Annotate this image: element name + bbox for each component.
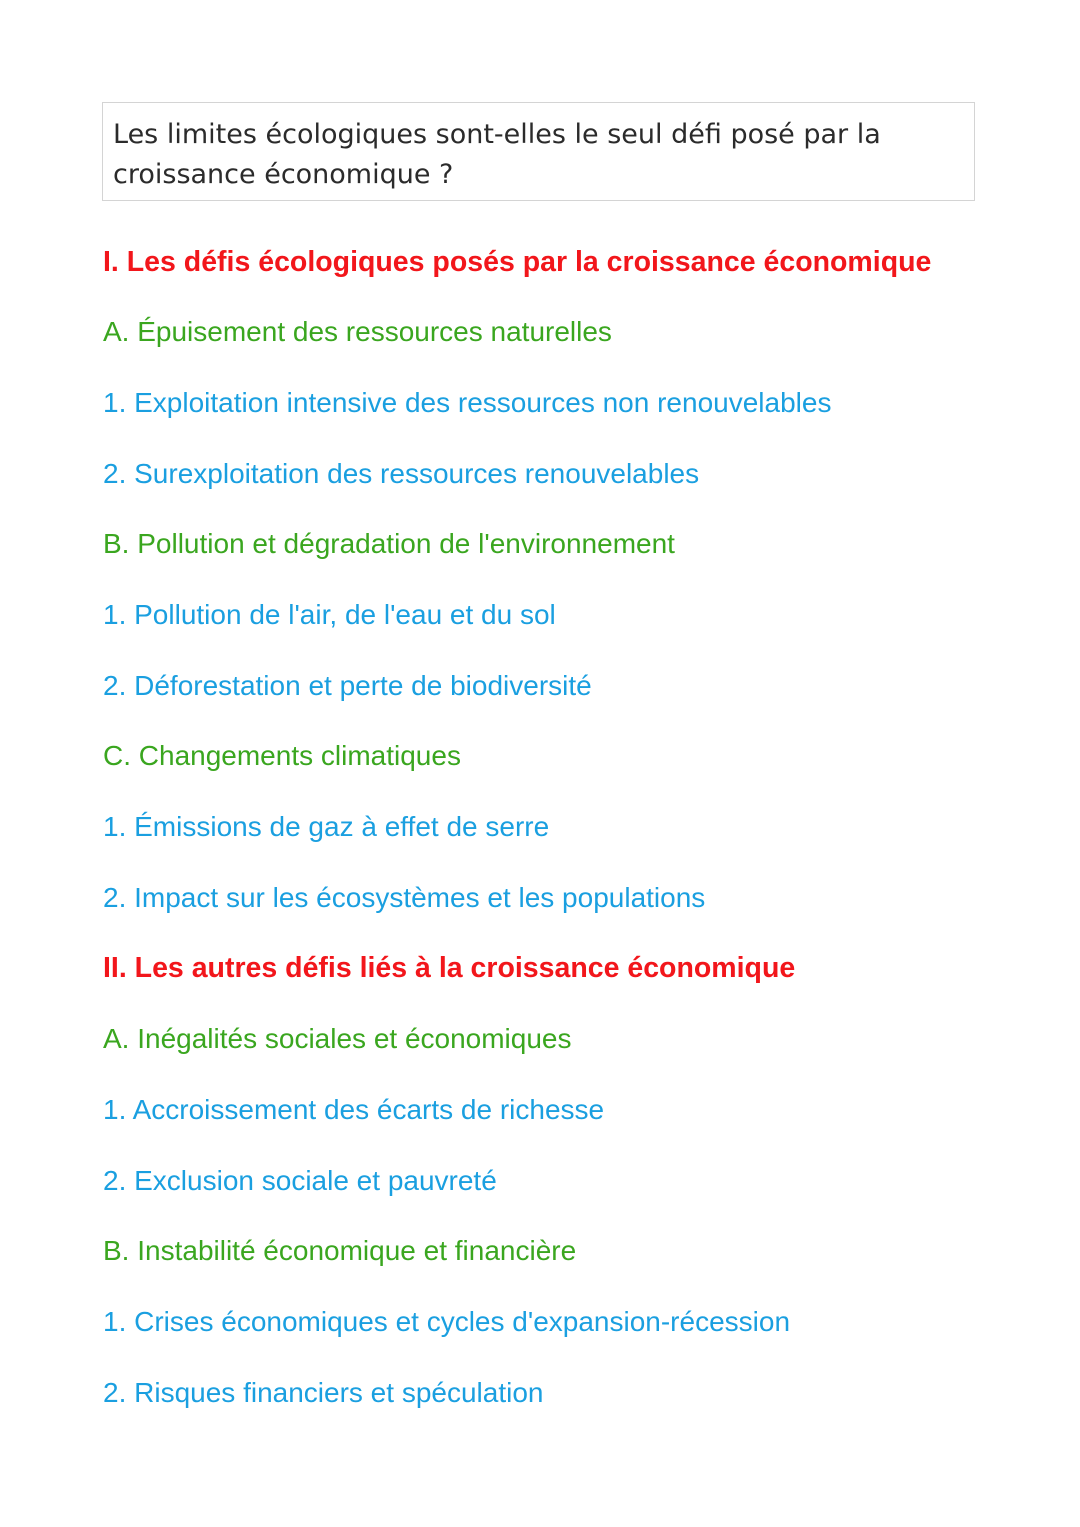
subsection-heading-1a: A. Épuisement des ressources naturelles [103, 316, 612, 347]
list-item-1c-1: 1. Émissions de gaz à effet de serre [103, 811, 550, 842]
question-line-1: Les limites écologiques sont-elles le seul défi posé par la [113, 119, 881, 150]
subsection-heading-2a: A. Inégalités sociales et économiques [103, 1023, 572, 1054]
list-item-1c-2: 2. Impact sur les écosystèmes et les populations [103, 882, 706, 913]
list-item-1a-1: 1. Exploitation intensive des ressources non renouvelables [103, 387, 832, 418]
list-item-2b-1: 1. Crises économiques et cycles d'expansion-récession [103, 1306, 791, 1337]
list-item-2a-2: 2. Exclusion sociale et pauvreté [103, 1165, 497, 1196]
list-item-1a-2: 2. Surexploitation des ressources renouvelables [103, 458, 700, 489]
list-item-2b-2: 2. Risques financiers et spéculation [103, 1377, 544, 1408]
question-box [102, 102, 975, 201]
subsection-heading-1b: B. Pollution et dégradation de l'environnement [103, 528, 675, 559]
section-heading-2: II. Les autres défis liés à la croissance économique [103, 952, 796, 984]
subsection-heading-1c: C. Changements climatiques [103, 740, 461, 771]
section-heading-1: I. Les défis écologiques posés par la croissance économique [103, 246, 932, 278]
subsection-heading-2b: B. Instabilité économique et financière [103, 1235, 577, 1266]
list-item-1b-2: 2. Déforestation et perte de biodiversité [103, 670, 592, 701]
list-item-2a-1: 1. Accroissement des écarts de richesse [103, 1094, 605, 1125]
list-item-1b-1: 1. Pollution de l'air, de l'eau et du sol [103, 599, 556, 630]
question-line-2: croissance économique ? [113, 159, 454, 190]
